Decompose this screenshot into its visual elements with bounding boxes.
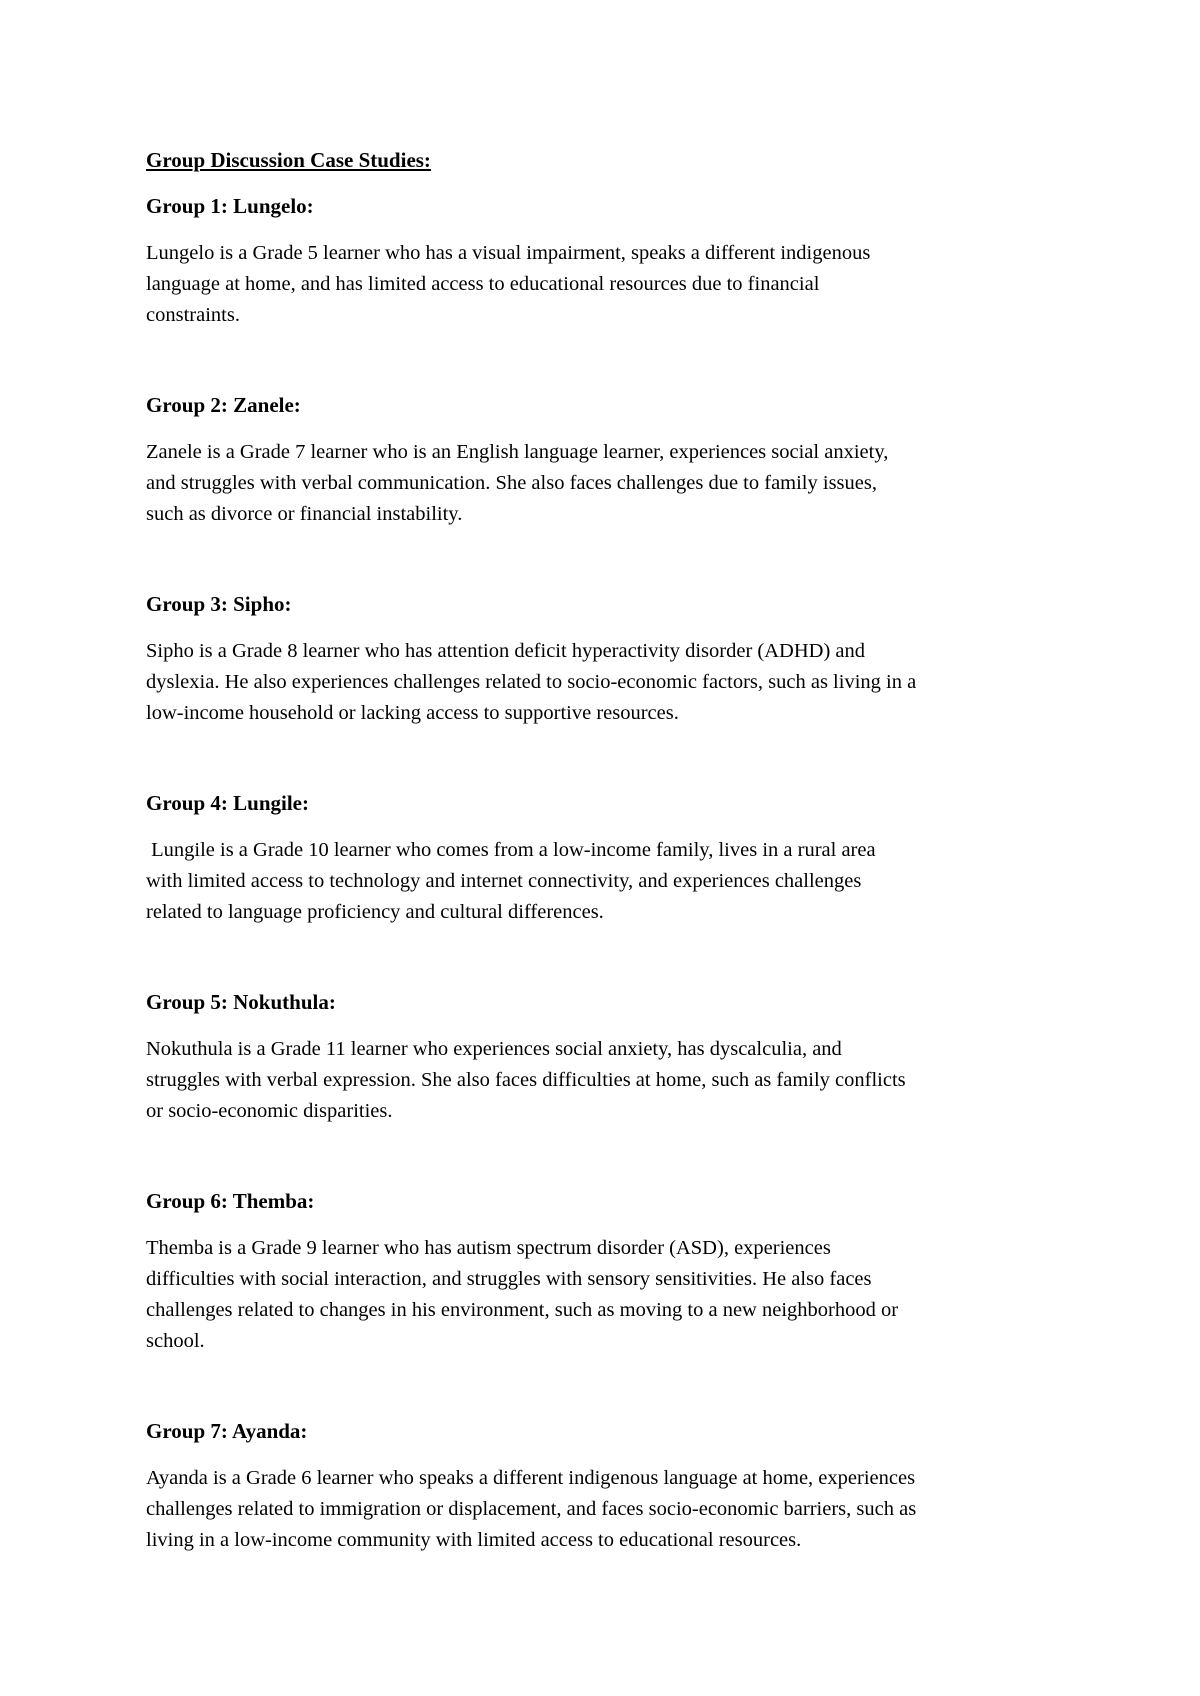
group-heading: Group 5: Nokuthula:	[146, 990, 336, 1014]
group-heading: Group 3: Sipho:	[146, 592, 292, 616]
case-study-group-5	[146, 989, 1066, 1127]
case-study-group-7	[146, 1418, 1066, 1556]
case-study-group-1	[146, 193, 1066, 331]
group-heading: Group 1: Lungelo:	[146, 194, 314, 218]
document-content	[146, 147, 1066, 1551]
case-study-group-2	[146, 392, 1066, 530]
group-description: Lungelo is a Grade 5 learner who has a visual impairment, speaks a different indigenous language at home, and has limited access to educational resources due to financial constraints.	[146, 242, 871, 326]
group-heading: Group 4: Lungile:	[146, 791, 309, 815]
group-description: Zanele is a Grade 7 learner who is an English language learner, experiences social anxiety, and struggles with verbal communication. She also faces challenges due to family issues, such as divorce or financial instability.	[146, 441, 889, 525]
case-study-group-3	[146, 591, 1066, 729]
group-description: Themba is a Grade 9 learner who has autism spectrum disorder (ASD), experiences difficulties with social interaction, and struggles with sensory sensitivities. He also faces challenges related to changes in his environment, such as moving to a new neighborhood or school.	[146, 1237, 899, 1352]
group-description: Ayanda is a Grade 6 learner who speaks a different indigenous language at home, experiences challenges related to immigration or displacement, and faces socio-economic barriers, such as living in a low-income community with limited access to educational resources.	[146, 1467, 917, 1551]
group-heading: Group 7: Ayanda:	[146, 1419, 308, 1443]
case-study-group-4	[146, 790, 1066, 928]
group-description: Nokuthula is a Grade 11 learner who experiences social anxiety, has dyscalculia, and struggles with verbal expression. She also faces difficulties at home, such as family conflicts or socio-economic disparities.	[146, 1038, 906, 1122]
group-heading: Group 6: Themba:	[146, 1189, 315, 1213]
case-study-group-6	[146, 1188, 1066, 1357]
document-title: Group Discussion Case Studies:	[146, 148, 431, 172]
group-description: Lungile is a Grade 10 learner who comes from a low-income family, lives in a rural area with limited access to technology and internet connectivity, and experiences challenges related to language proficiency and cultural differences.	[146, 839, 876, 923]
group-description: Sipho is a Grade 8 learner who has attention deficit hyperactivity disorder (ADHD) and dyslexia. He also experiences challenges related to socio-economic factors, such as living in a low-income household or lacking access to supportive resources.	[146, 640, 917, 724]
group-heading: Group 2: Zanele:	[146, 393, 301, 417]
